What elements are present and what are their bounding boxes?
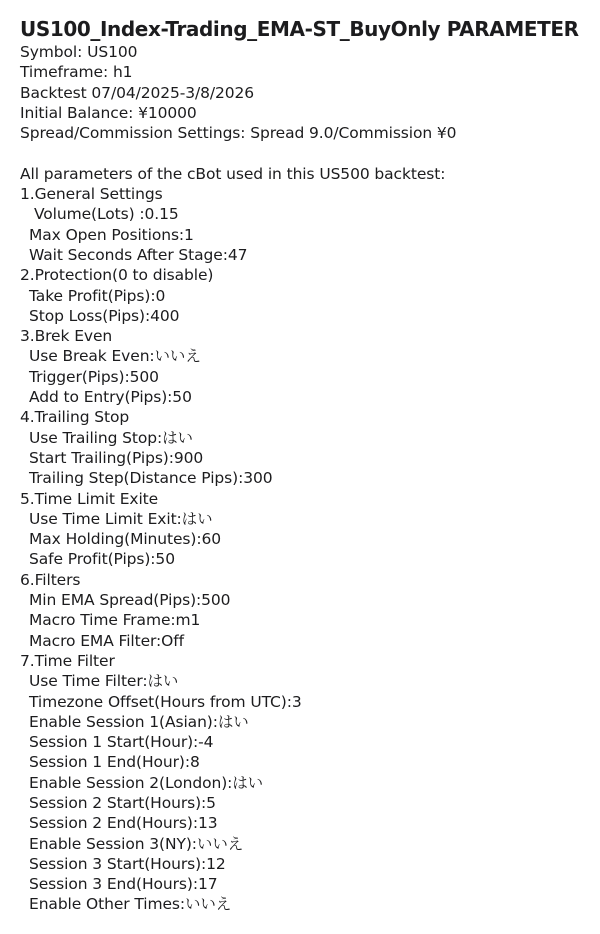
section-heading: 5.Time Limit Exite — [20, 489, 159, 508]
parameter-document — [20, 16, 595, 915]
section-time-filter — [20, 651, 595, 915]
param-line: Use Trailing Stop:はい — [29, 428, 193, 447]
param-line: Wait Seconds After Stage:47 — [29, 245, 248, 264]
param-line: Enable Session 1(Asian):はい — [29, 712, 249, 731]
param-line: Trailing Step(Distance Pips):300 — [29, 469, 273, 488]
param-line: Session 2 End(Hours):13 — [29, 814, 218, 833]
param-line: Enable Session 3(NY):いいえ — [29, 834, 244, 853]
param-line: Session 3 Start(Hours):12 — [29, 854, 226, 873]
param-line: Enable Session 2(London):はい — [29, 773, 264, 792]
section-heading: 1.General Settings — [20, 185, 163, 204]
section-heading: 6.Filters — [20, 570, 81, 589]
param-line: Volume(Lots) :0.15 — [34, 205, 179, 224]
section-trailing-stop — [20, 407, 595, 488]
param-line: Max Open Positions:1 — [29, 225, 194, 244]
param-line: Use Break Even:いいえ — [29, 347, 201, 366]
section-protection — [20, 265, 595, 326]
timeframe-line: Timeframe: h1 — [20, 63, 133, 82]
param-line: Session 1 End(Hour):8 — [29, 753, 200, 772]
spread-commission-line: Spread/Commission Settings: Spread 9.0/Commission ¥0 — [20, 124, 457, 143]
param-line: Enable Other Times:いいえ — [29, 895, 232, 914]
param-line: Add to Entry(Pips):50 — [29, 388, 192, 407]
param-line: Take Profit(Pips):0 — [29, 286, 166, 305]
backtest-period-line: Backtest 07/04/2025-3/8/2026 — [20, 83, 255, 102]
symbol-line: Symbol: US100 — [20, 43, 138, 61]
param-line: Max Holding(Minutes):60 — [29, 530, 221, 549]
param-line: Min EMA Spread(Pips):500 — [29, 591, 231, 610]
header-block — [20, 42, 595, 143]
param-line: Macro Time Frame:m1 — [29, 611, 201, 630]
param-line: Stop Loss(Pips):400 — [29, 306, 180, 325]
param-line: Session 2 Start(Hours):5 — [29, 793, 216, 812]
intro-line: All parameters of the cBot used in this US500 backtest: — [20, 164, 446, 183]
section-break-even — [20, 326, 595, 407]
section-time-limit-exit — [20, 489, 595, 570]
param-line: Timezone Offset(Hours from UTC):3 — [29, 692, 302, 711]
section-heading: 7.Time Filter — [20, 651, 115, 670]
section-heading: 3.Brek Even — [20, 327, 113, 346]
param-line: Trigger(Pips):500 — [29, 367, 159, 386]
blank-line — [20, 143, 595, 163]
param-line: Use Time Filter:はい — [29, 672, 179, 691]
param-line: Macro EMA Filter:Off — [29, 631, 184, 650]
section-heading: 4.Trailing Stop — [20, 408, 130, 427]
param-line: Session 1 Start(Hour):-4 — [29, 733, 214, 752]
param-line: Start Trailing(Pips):900 — [29, 448, 204, 467]
param-line: Safe Profit(Pips):50 — [29, 550, 175, 569]
param-line: Session 3 End(Hours):17 — [29, 875, 218, 894]
initial-balance-line: Initial Balance: ¥10000 — [20, 103, 197, 122]
section-general-settings — [20, 184, 595, 265]
section-heading: 2.Protection(0 to disable) — [20, 266, 214, 285]
param-line: Use Time Limit Exit:はい — [29, 509, 213, 528]
section-filters — [20, 570, 595, 651]
document-title: US100_Index-Trading_EMA-ST_BuyOnly PARAMETER — [20, 17, 579, 41]
